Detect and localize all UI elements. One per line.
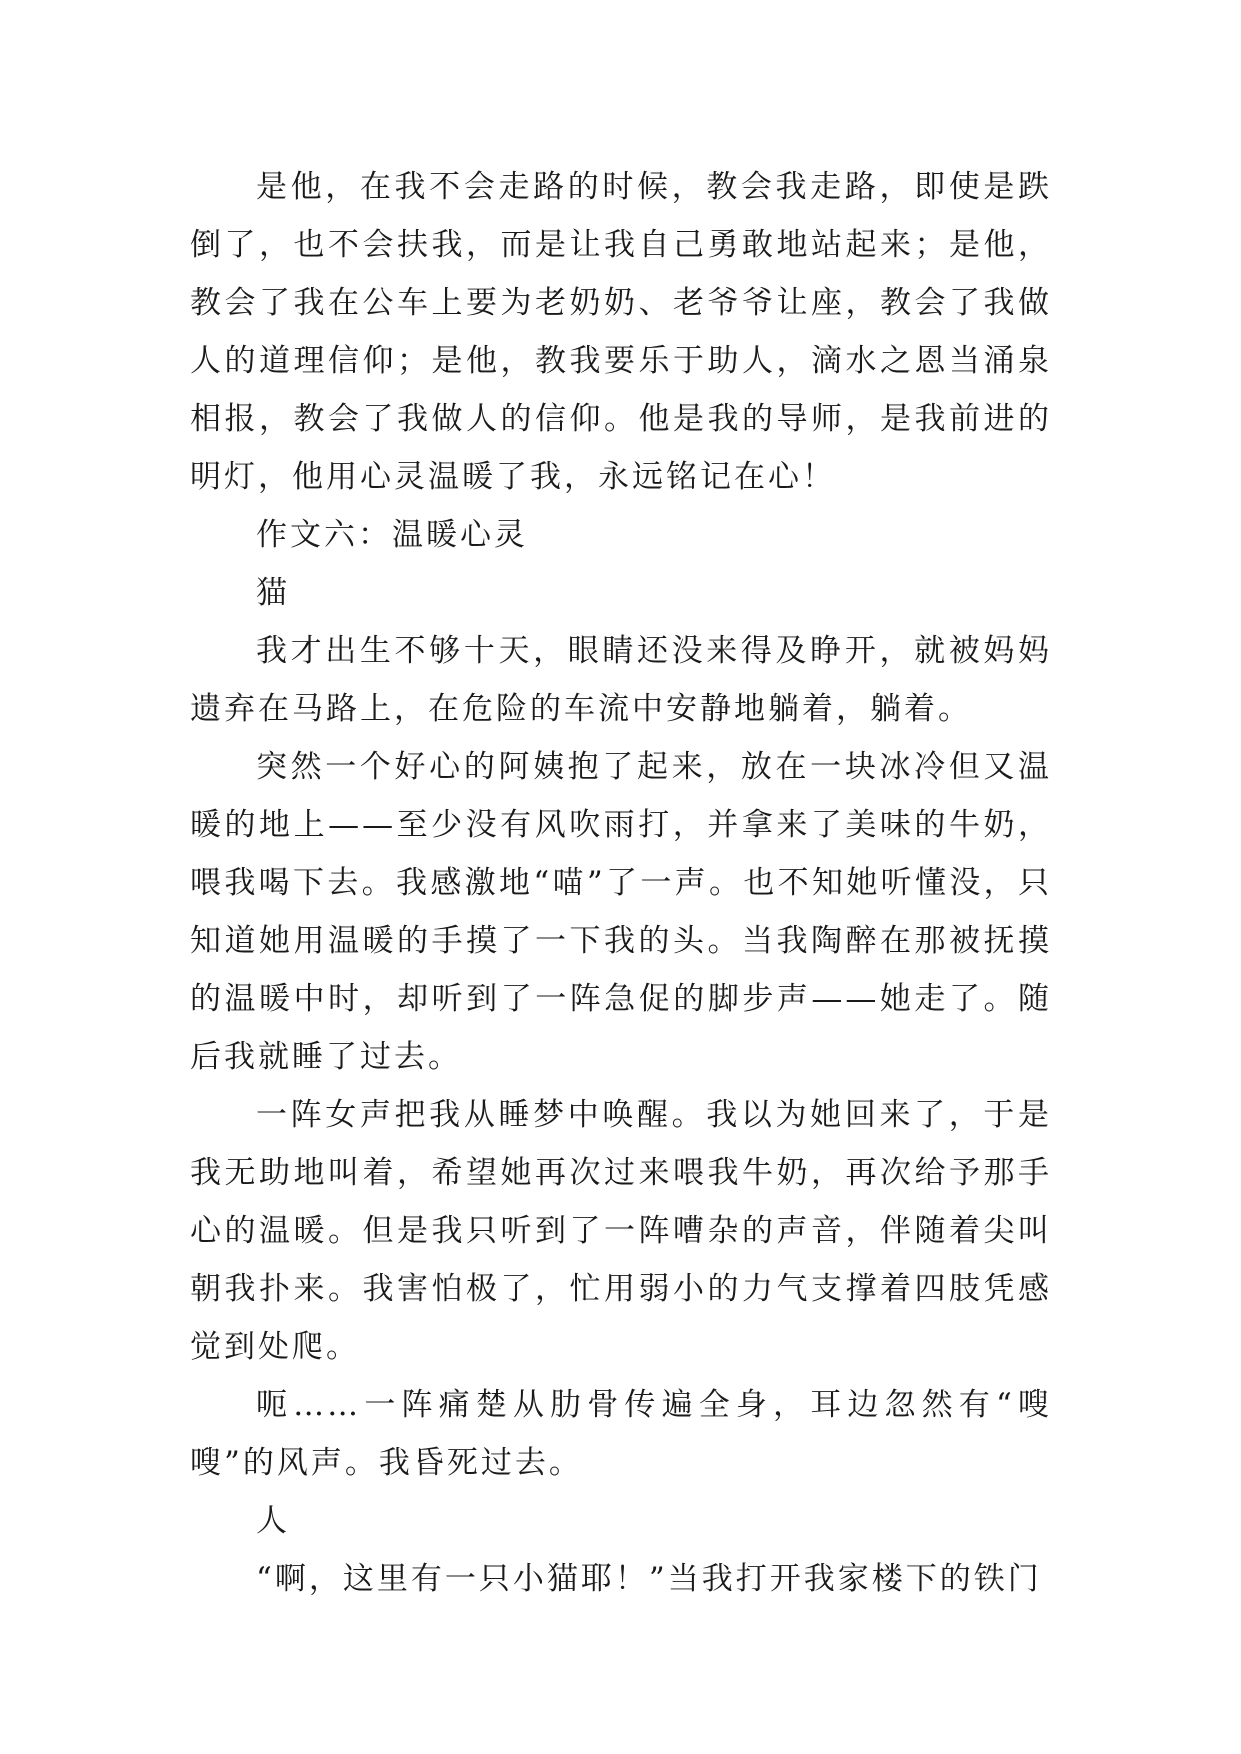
paragraph-abandoned: 我才出生不够十天，眼睛还没来得及睁开，就被妈妈遗弃在马路上，在危险的车流中安静地躺着，躺着。 <box>190 633 1052 727</box>
section-heading-person: 人 <box>256 1503 290 1539</box>
paragraph-teacher-ending: 是他，在我不会走路的时候，教会我走路，即使是跌倒了，也不会扶我，而是让我自己勇敢地站起来；是他，教会了我在公车上要为老奶奶、老爷爷让座，教会了我做人的道理信仰；是他，教我要乐于助人，滴水之恩当涌泉相报，教会了我做人的信仰。他是我的导师，是我前进的明灯，他用心灵温暖了我，永远铭记在心！ <box>190 169 1052 495</box>
paragraph-kind-aunt: 突然一个好心的阿姨抱了起来，放在一块冰冷但又温暖的地上——至少没有风吹雨打，并拿来了美味的牛奶，喂我喝下去。我感激地“喵”了一声。也不知她听懂没，只知道她用温暖的手摸了一下我的头。当我陶醉在那被抚摸的温暖中时，却听到了一阵急促的脚步声——她走了。随后我就睡了过去。 <box>190 749 1052 1075</box>
paragraph-awakened: 一阵女声把我从睡梦中唤醒。我以为她回来了，于是我无助地叫着，希望她再次过来喂我牛奶，再次给予那手心的温暖。但是我只听到了一阵嘈杂的声音，伴随着尖叫朝我扑来。我害怕极了，忙用弱小的力气支撑着四肢凭感觉到处爬。 <box>190 1097 1052 1365</box>
body-text <box>190 158 1052 1608</box>
section-heading-cat: 猫 <box>256 575 290 611</box>
essay-title: 作文六：温暖心灵 <box>256 517 528 553</box>
paragraph-found-kitten: “啊，这里有一只小猫耶！”当我打开我家楼下的铁门 <box>256 1561 1042 1597</box>
paragraph-pain: 呃……一阵痛楚从肋骨传遍全身，耳边忽然有“嗖嗖”的风声。我昏死过去。 <box>190 1387 1052 1481</box>
